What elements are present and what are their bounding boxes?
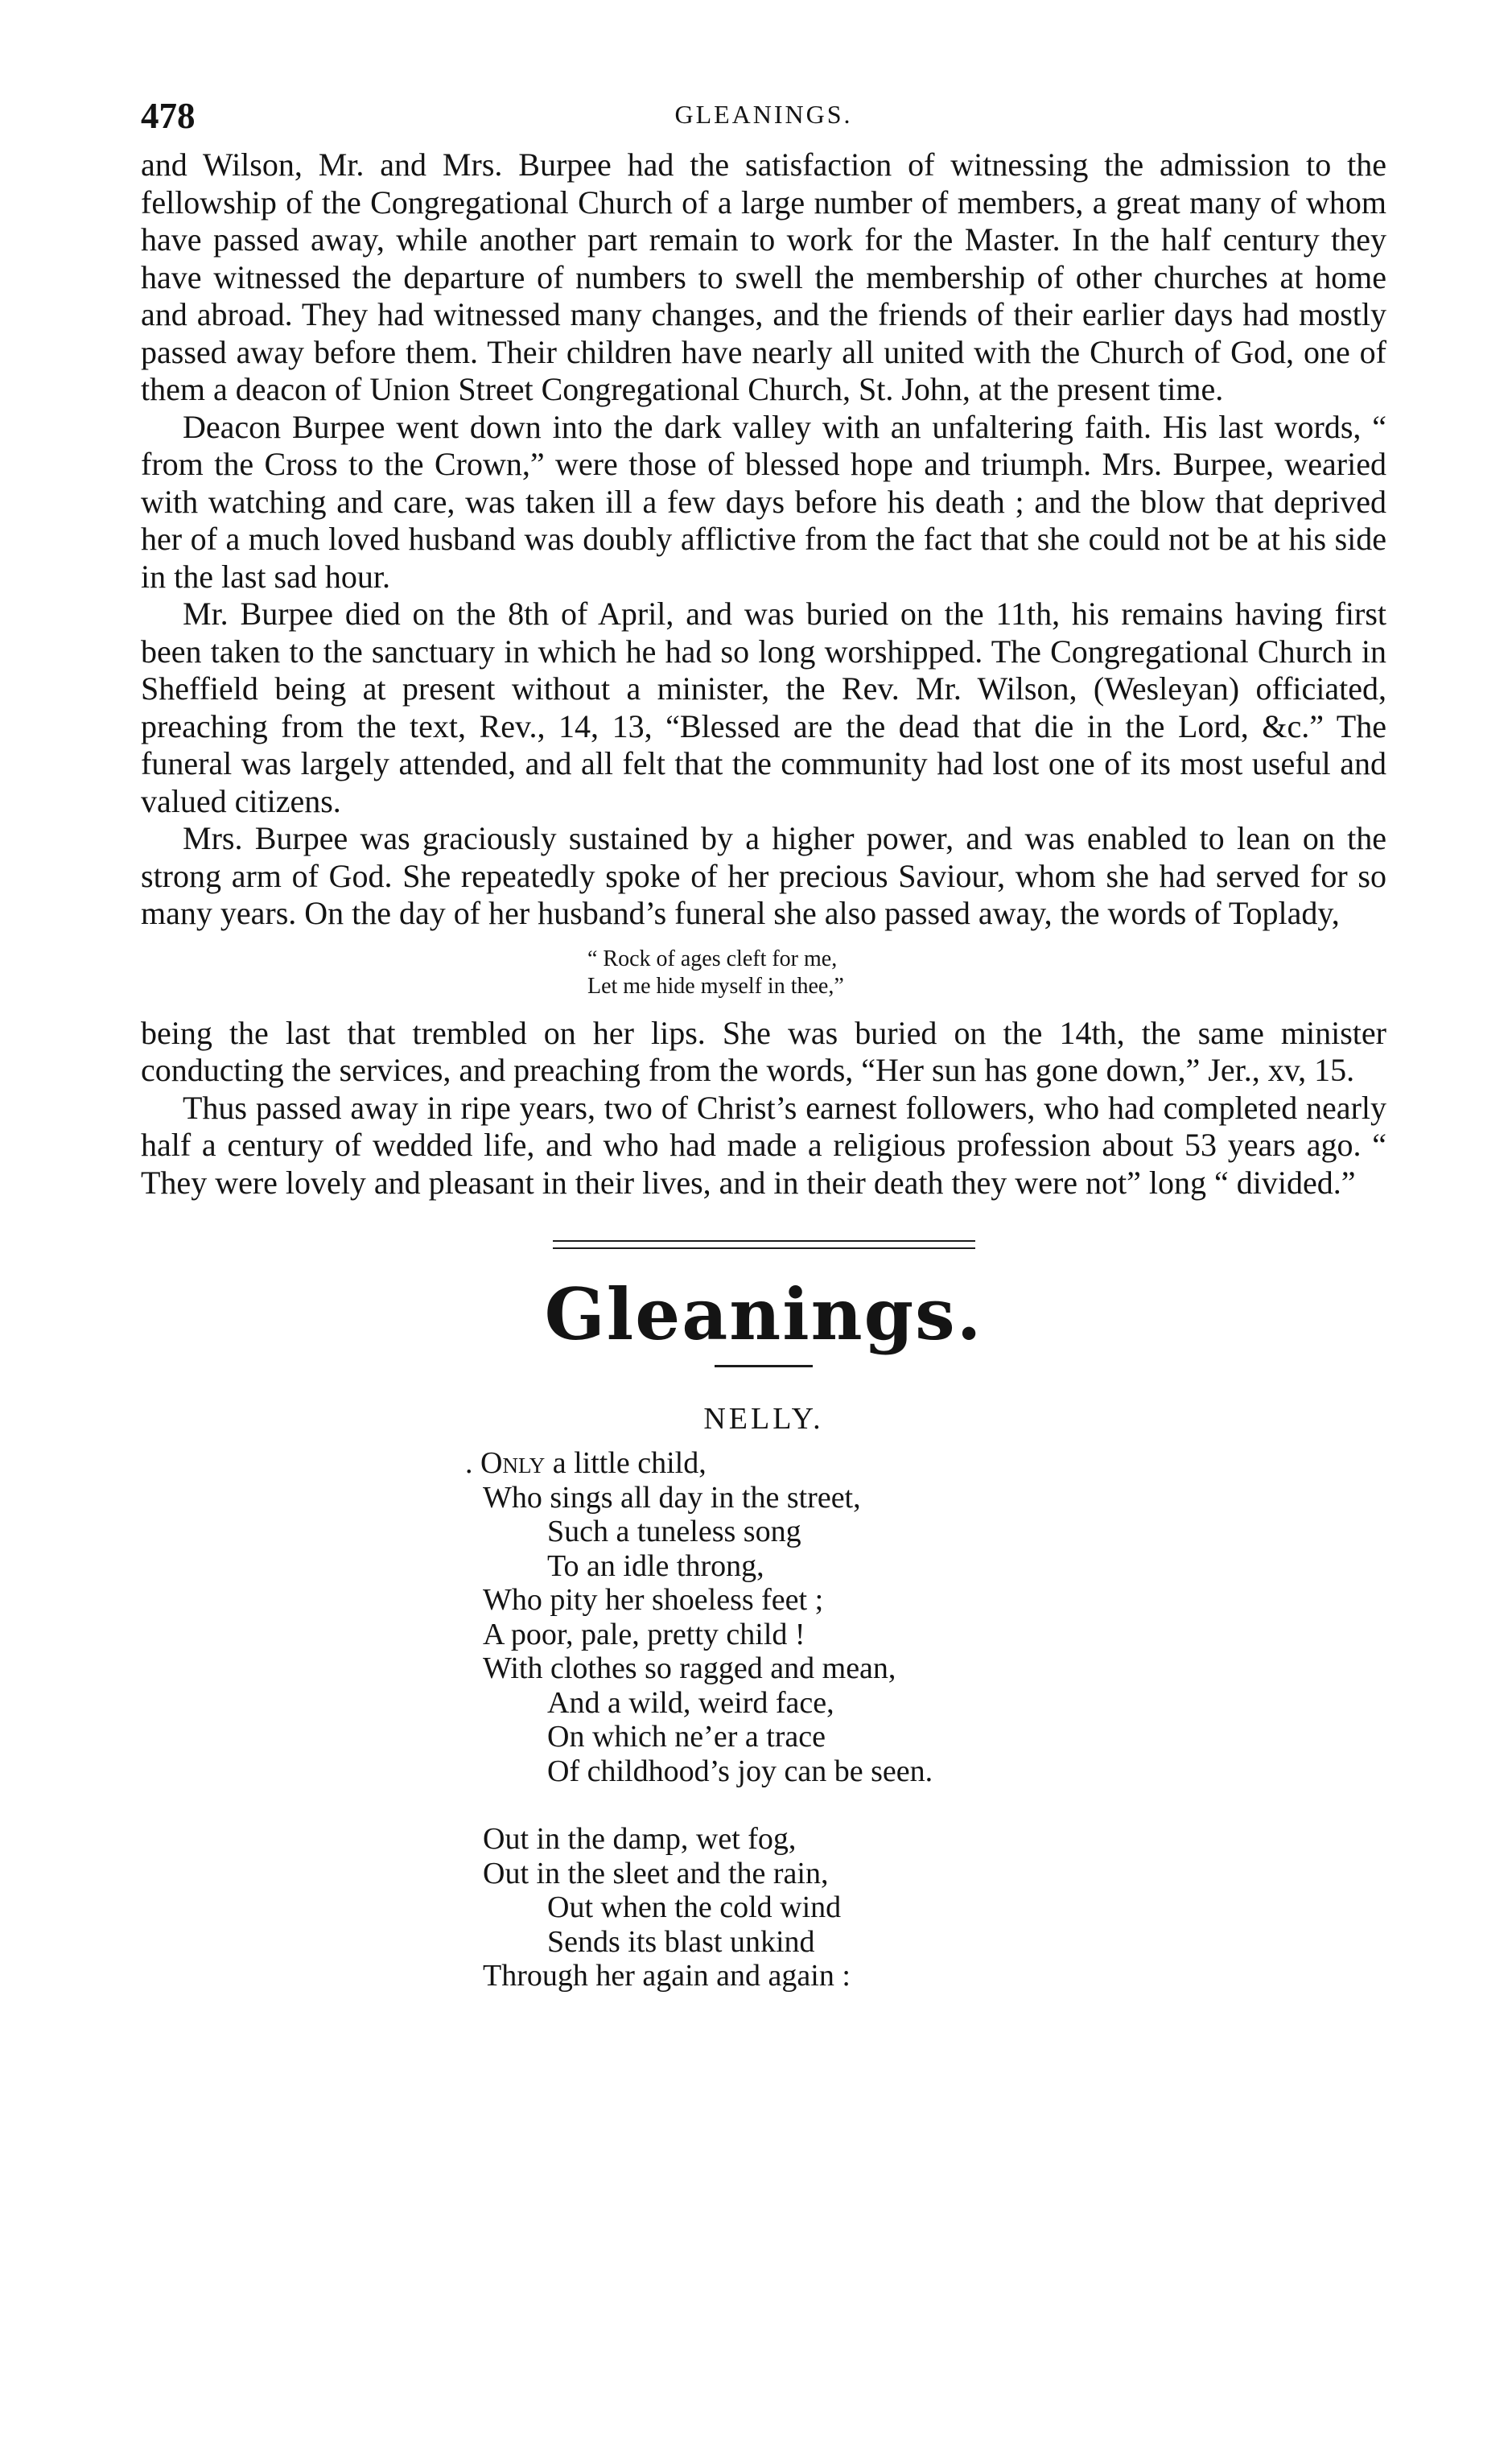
article-body: [141, 146, 1386, 1202]
poem-title: NELLY.: [703, 1402, 824, 1436]
poem-line: Out in the damp, wet fog,: [483, 1822, 797, 1856]
poem-line: On which ne’er a trace: [547, 1720, 826, 1754]
section-title: Gleanings.: [544, 1272, 983, 1356]
poem-line: [465, 1446, 1386, 1481]
poem-line: And a wild, weird face,: [547, 1685, 834, 1720]
poem-line: With clothes so ragged and mean,: [483, 1651, 896, 1685]
poem-line: A poor, pale, pretty child !: [483, 1617, 805, 1651]
poem-line: Out in the sleet and the rain,: [483, 1856, 829, 1890]
paragraph-2: Deacon Burpee went down into the dark valley with an unfaltering faith. His last words, “ from the Cross to the Crown,” were those of blessed hope and triumph. Mrs. Burpee, wearied with watching and care, was taken ill a few days before his death ; and the blow that deprived her of a much loved husband was doubly afflictive from the fact that she could not be at his side in the last sad hour.: [141, 408, 1386, 595]
divider-rule-bottom: [553, 1247, 975, 1249]
running-head: GLEANINGS.: [674, 100, 853, 129]
poem-line: To an idle throng,: [547, 1548, 764, 1583]
poem-first-line-rest: a little child,: [545, 1446, 707, 1480]
section-title-rule: [715, 1365, 813, 1367]
poem-line: Of childhood’s joy can be seen.: [547, 1754, 933, 1788]
poem-line: Out when the cold wind: [547, 1890, 842, 1924]
paragraph-4: Mrs. Burpee was graciously sustained by a higher power, and was enabled to lean on the strong arm of God. She repeatedly spoke of her precious Saviour, whom she had served for so many years. On the day of her husband’s funeral she also passed away, the words of Toplady,: [141, 820, 1386, 931]
poem-line: Who sings all day in the street,: [483, 1480, 861, 1515]
poem-line: Such a tuneless song: [547, 1515, 801, 1548]
poem-line: Sends its blast unkind: [547, 1924, 815, 1959]
hymn-quote: [587, 946, 1386, 1000]
poem-stanza-1: [465, 1446, 1386, 1788]
hymn-quote-line-2: Let me hide myself in thee,”: [587, 973, 844, 999]
page: [141, 95, 1386, 2027]
paragraph-1: and Wilson, Mr. and Mrs. Burpee had the satisfaction of witnessing the admission to the fellowship of the Congregational Church of a large number of members, a great many of whom have passed away, while another part remain to work for the Master. In the half century they have witnessed the departure of numbers to swell the membership of other churches at home and abroad. They had witnessed many changes, and the friends of their earlier days had mostly passed away before them. Their children have nearly all united with the Church of God, one of them a deacon of Union Street Congregational Church, St. John, at the present time.: [141, 146, 1386, 407]
divider-rule-top: [553, 1240, 975, 1242]
poem-stanza-2: [483, 1822, 1386, 1993]
poem-line: Through her again and again :: [483, 1959, 851, 1993]
paragraph-6: Thus passed away in ripe years, two of Christ’s earnest followers, who had completed nearly half a century of wedded life, and who had made a religious profession about 53 years ago. “ They were lovely and pleasant in their lives, and in their death they were not” long “ divided.”: [141, 1089, 1386, 1201]
page-header: [141, 95, 1386, 146]
page-number: 478: [141, 96, 196, 136]
stanza-mark: .: [465, 1446, 473, 1480]
poem-line: Who pity her shoeless feet ;: [483, 1583, 824, 1617]
paragraph-5: being the last that trembled on her lips. She was buried on the 14th, the same minister conducting the services, and preaching from the words, “Her sun has gone down,” Jer., xv, 15.: [141, 1014, 1386, 1088]
hymn-quote-line-1: “ Rock of ages cleft for me,: [587, 946, 838, 971]
section-divider: [553, 1240, 975, 1249]
paragraph-3: Mr. Burpee died on the 8th of April, and was buried on the 11th, his remains having first been taken to the sanctuary in which he had so long worshipped. The Congregational Church in Sheffield being at present without a minister, the Rev. Mr. Wilson, (Wesleyan) officiated, preaching from the text, Rev., 14, 13, “Blessed are the dead that die in the Lord, &c.” The funeral was largely attended, and all felt that the community had lost one of its most useful and valued citizens.: [141, 596, 1386, 819]
poem-first-word: Only: [480, 1446, 546, 1480]
poem: [465, 1446, 1386, 1993]
